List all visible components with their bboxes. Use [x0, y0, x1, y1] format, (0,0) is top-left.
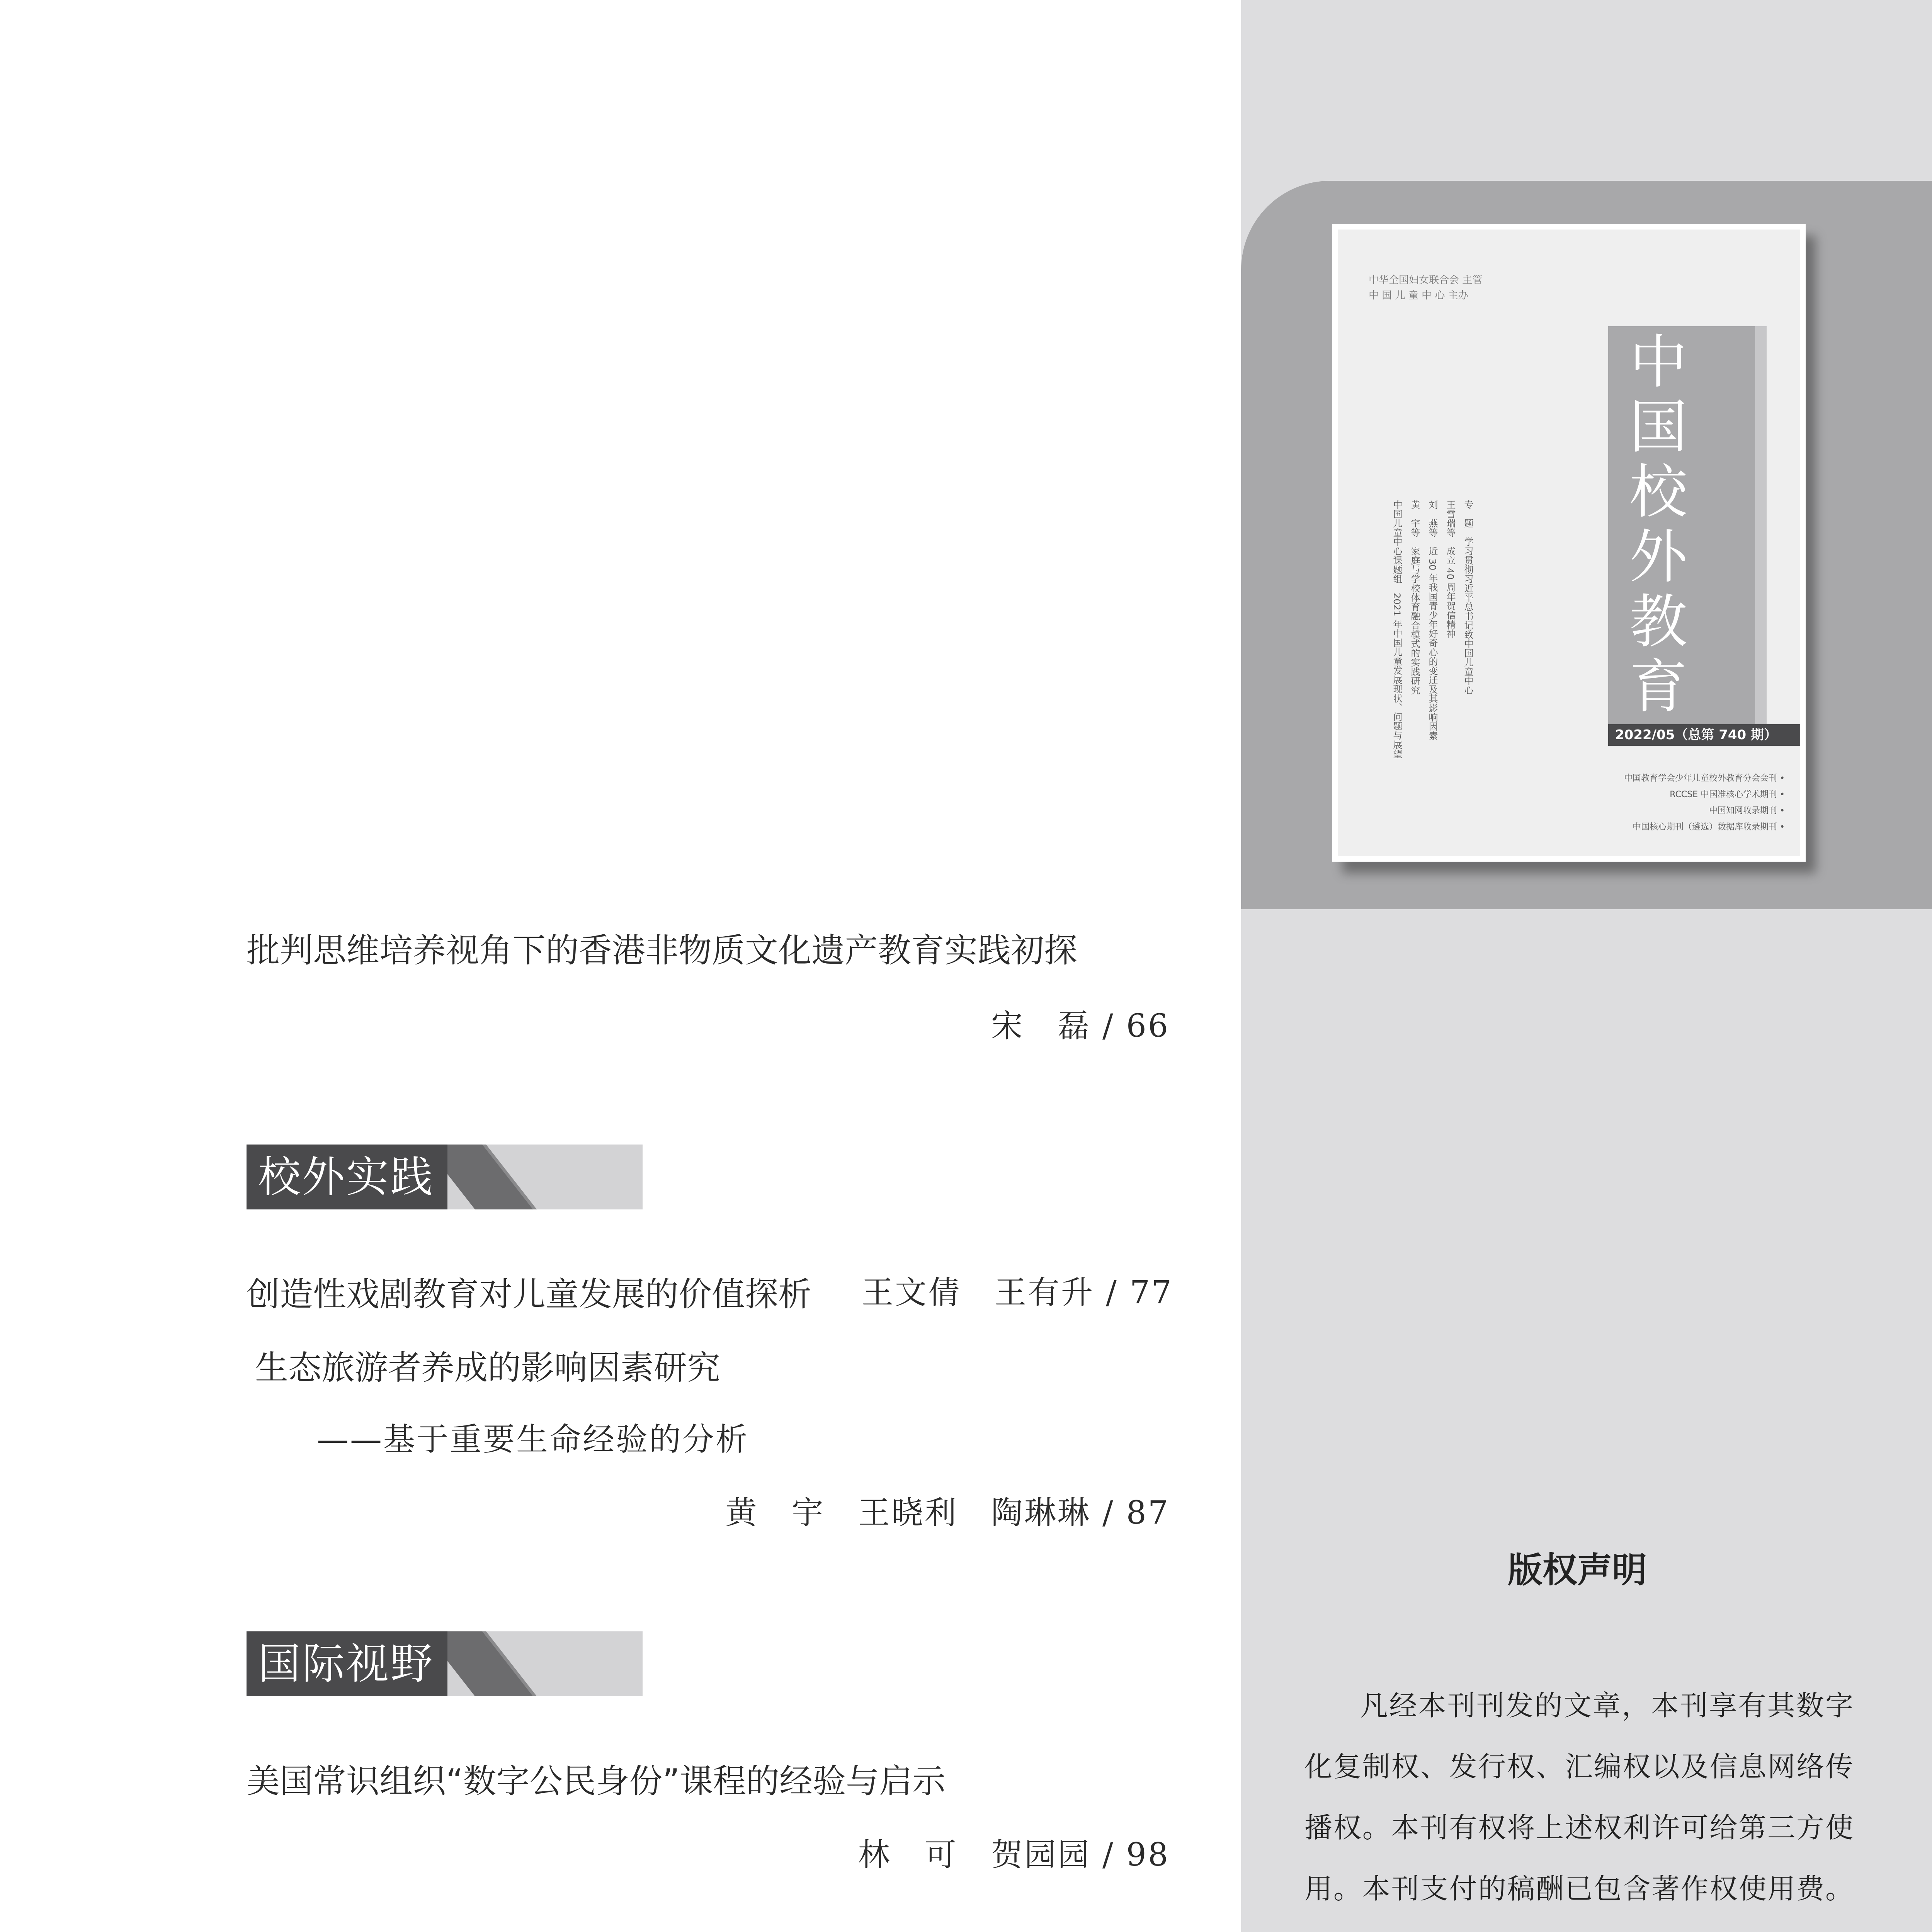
cover-publisher-line: 中华全国妇女联合会 主管 — [1369, 274, 1483, 286]
cover-title-char: 教 — [1629, 588, 1687, 656]
article-subtitle: ——基于重要生命经验的分析 — [317, 1421, 749, 1458]
cover-title-char: 中 — [1629, 329, 1687, 396]
cover-indexing-line: 中国知网收录期刊 • — [1709, 806, 1785, 816]
cover-contents-line: 中国儿童中心课题组 2021 年中国儿童发展现状、问题与展望 — [1391, 500, 1402, 759]
article-title[interactable]: 批判思维培养视角下的香港非物质文化遗产教育实践初探 — [247, 931, 1077, 970]
cover-contents-line: 黄 宇等 家庭与学校体育融合模式的实践研究 — [1409, 500, 1420, 695]
cover-indexing-line: 中国教育学会少年儿童校外教育分会会刊 • — [1624, 774, 1785, 783]
cover-title — [1608, 330, 1709, 719]
article-title[interactable]: 生态旅游者养成的影响因素研究 — [255, 1349, 720, 1387]
cover-contents-line: 刘 燕等 近 30 年我国青少年好奇心的变迁及其影响因素 — [1427, 500, 1438, 740]
article-title[interactable]: 美国常识组织“数字公民身份”课程的经验与启示 — [247, 1762, 946, 1801]
cover-contents-line: 专 题 学习贯彻习近平总书记致中国儿童中心 — [1463, 500, 1473, 695]
section-header-practice — [247, 1145, 643, 1209]
article-authors: 黄 宇 王晓利 陶琳琳 / 87 — [725, 1495, 1170, 1531]
cover-title-strip — [1755, 326, 1767, 724]
cover-title-char: 校 — [1629, 459, 1687, 526]
article-authors: 王文倩 王有升 / 77 — [862, 1274, 1173, 1311]
article-authors: 林 可 贺园园 / 98 — [858, 1837, 1170, 1873]
cover-indexing-line: 中国核心期刊（遴选）数据库收录期刊 • — [1633, 822, 1785, 832]
cover-title-char: 育 — [1629, 653, 1687, 721]
cover-contents-vertical — [1388, 500, 1477, 770]
section-header-label: 国际视野 — [258, 1639, 434, 1689]
copyright-notice-text: 凡经本刊刊发的文章，本刊享有其数字化复制权、发行权、汇编权以及信息网络传播权。本刊有权将上述权利许可给第三方使用。本刊支付的稿酬已包含著作权使用费。 — [1304, 1689, 1853, 1905]
cover-indexing-line: RCCSE 中国准核心学术期刊 • — [1670, 790, 1785, 799]
cover-issue-badge: 2022/05（总第 740 期） — [1608, 724, 1805, 746]
journal-cover — [1332, 224, 1806, 862]
copyright-notice-body — [1304, 1675, 1853, 1932]
cover-title-char: 国 — [1629, 394, 1687, 461]
cover-publisher-line: 中 国 儿 童 中 心 主办 — [1369, 290, 1468, 301]
section-header-international — [247, 1631, 643, 1696]
cover-contents-line: 王雪瑞等 成立 40 周年贺信精神 — [1445, 500, 1456, 638]
article-authors: 宋 磊 / 66 — [991, 1008, 1170, 1044]
copyright-notice-title: 版权声明 — [1508, 1550, 1647, 1590]
cover-indexing-list — [1624, 770, 1785, 835]
cover-title-char: 外 — [1629, 524, 1687, 591]
section-header-label: 校外实践 — [258, 1152, 434, 1202]
article-title[interactable]: 创造性戏剧教育对儿童发展的价值探析 — [247, 1275, 811, 1314]
